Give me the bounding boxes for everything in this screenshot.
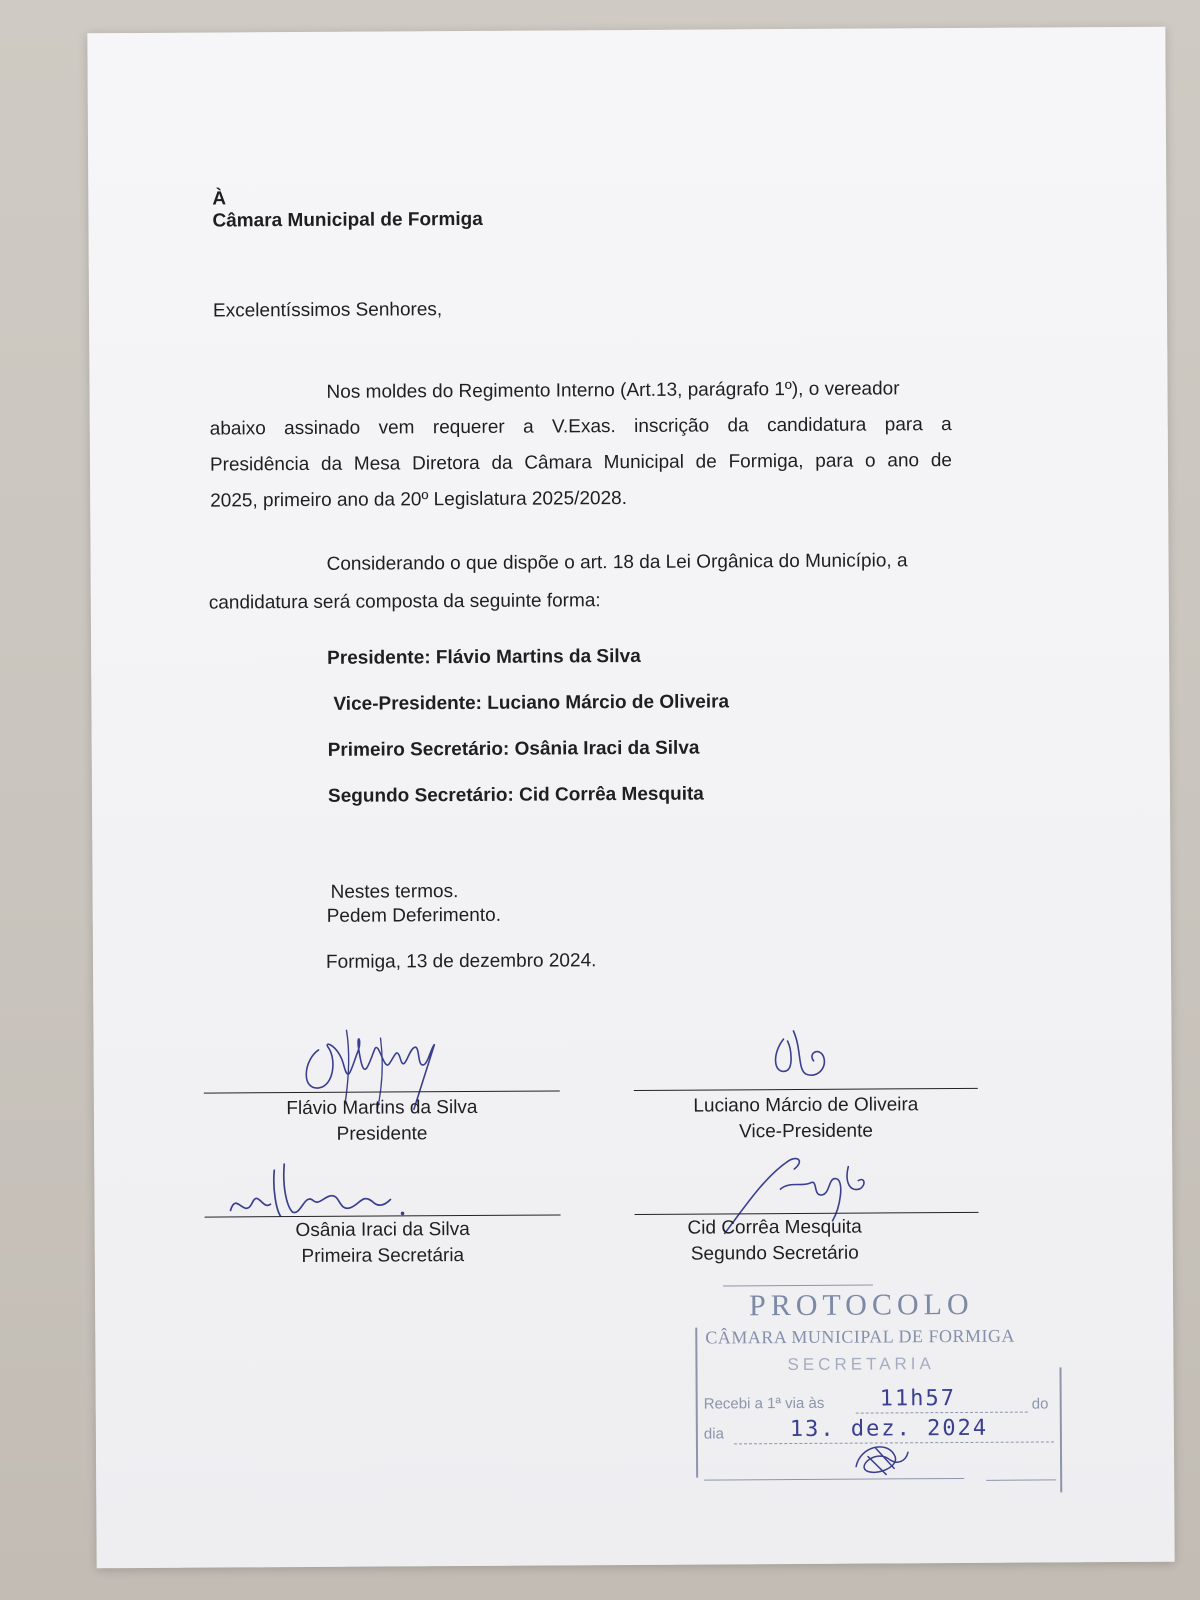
stamp-organization: CÂMARA MUNICIPAL DE FORMIGA [705, 1325, 1016, 1348]
stamp-top-rule [723, 1285, 873, 1287]
stamp-left-border [695, 1328, 698, 1478]
signer-name-second-secretary: Cid Corrêa Mesquita [687, 1216, 862, 1239]
stamp-day-label: dia [703, 1425, 724, 1443]
signer-name-first-secretary: Osânia Iraci da Silva [295, 1218, 470, 1242]
stamp-received-date: 13. dez. 2024 [789, 1415, 989, 1443]
signer-role-first-secretary: Primeira Secretária [301, 1245, 465, 1268]
signer-role-president: Presidente [336, 1123, 428, 1145]
paragraph2-line1: Considerando o que dispõe o art. 18 da Lei Orgânica do Município, a [326, 550, 908, 575]
place-date: Formiga, 13 de dezembro 2024. [325, 950, 597, 973]
greeting: Excelentíssimos Senhores, [212, 299, 443, 322]
stamp-bottom-line-1 [704, 1478, 964, 1481]
composition-president: Presidente: Flávio Martins da Silva [327, 645, 641, 669]
stamp-time-line [856, 1412, 1028, 1414]
stamp-received-time: 11h57 [879, 1386, 956, 1412]
stamp-received-label: Recebi a 1ª via às [703, 1394, 825, 1413]
stamp-right-border [1059, 1367, 1062, 1492]
signer-role-vice-president: Vice-Presidente [739, 1120, 873, 1143]
paragraph1-line4: 2025, primeiro ano da 20º Legislatura 2025/2028. [210, 488, 628, 512]
recipient: Câmara Municipal de Formiga [212, 208, 483, 232]
stamp-bottom-line-2 [986, 1479, 1056, 1480]
signer-name-vice-president: Luciano Márcio de Oliveira [693, 1094, 919, 1117]
salutation-to: À [212, 188, 227, 210]
signature-luciano [763, 1019, 843, 1089]
paragraph1-line3: Presidência da Mesa Diretora da Câmara Municipal de Formiga, para o ano de [209, 450, 953, 476]
stamp-do-label: do [1031, 1395, 1049, 1413]
stamp-title: PROTOCOLO [749, 1287, 974, 1323]
composition-first-secretary: Primeiro Secretário: Osânia Iraci da Silva [327, 737, 700, 761]
signer-name-president: Flávio Martins da Silva [286, 1096, 478, 1120]
protocol-stamp [695, 1267, 1076, 1514]
composition-second-secretary: Segundo Secretário: Cid Corrêa Mesquita [327, 783, 704, 807]
stamp-department: SECRETARIA [787, 1354, 935, 1375]
letter-page [87, 27, 1174, 1569]
stamp-initials [846, 1436, 916, 1480]
signature-line-vice-president [634, 1088, 978, 1091]
signer-role-second-secretary: Segundo Secretário [690, 1242, 859, 1265]
closing-request: Pedem Deferimento. [326, 904, 502, 927]
paragraph2-line2: candidatura será composta da seguinte forma: [208, 590, 601, 614]
closing-terms: Nestes termos. [330, 881, 459, 903]
paragraph1-line2: abaixo assinado vem requerer a V.Exas. inscrição da candidatura para a [209, 414, 952, 440]
signature-osania [222, 1149, 412, 1230]
paragraph1-line1: Nos moldes do Regimento Interno (Art.13, parágrafo 1º), o vereador [326, 378, 900, 403]
composition-vice-president: Vice-Presidente: Luciano Márcio de Oliveira [333, 691, 730, 715]
